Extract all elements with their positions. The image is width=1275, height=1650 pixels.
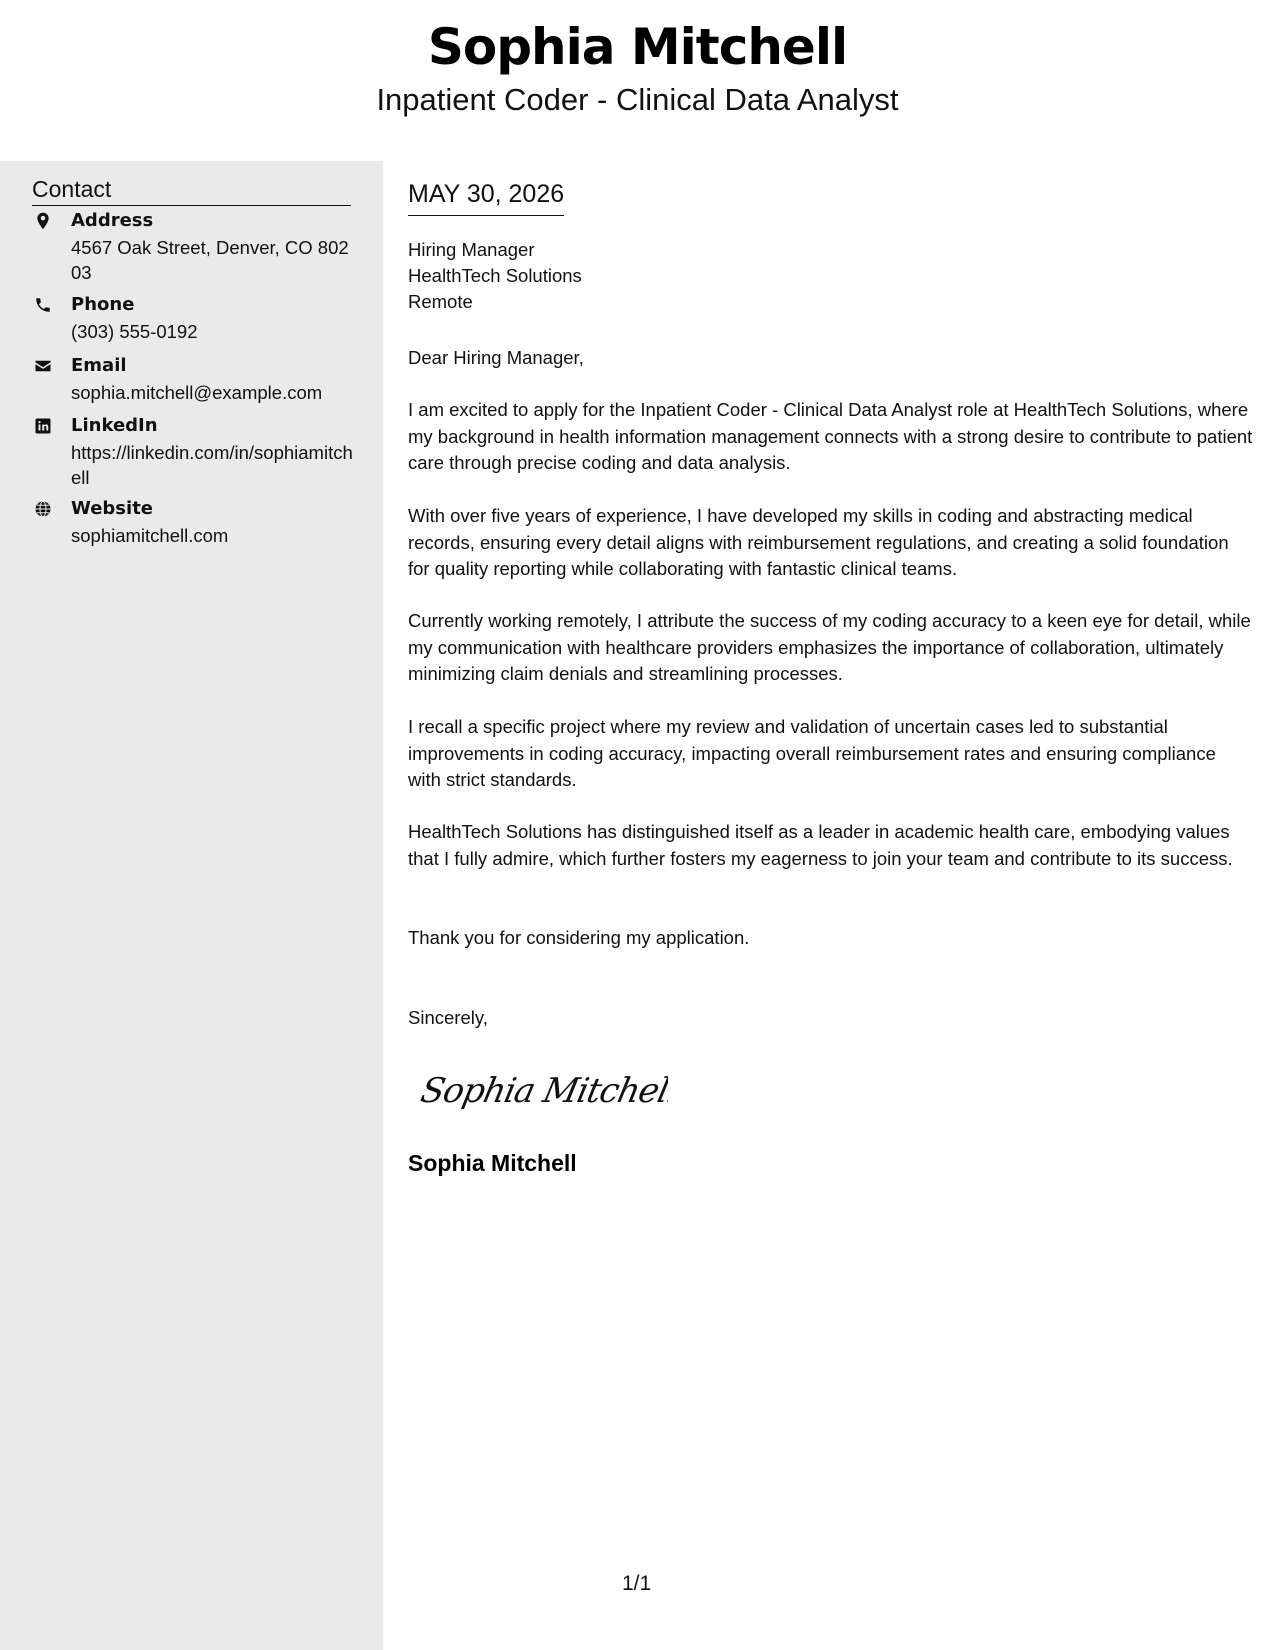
signer-name: Sophia Mitchell xyxy=(408,1150,577,1176)
contact-website xyxy=(32,498,352,548)
contact-label-address: Address xyxy=(71,210,154,231)
map-pin-icon xyxy=(34,212,52,230)
contact-linkedin xyxy=(32,415,353,488)
recipient-location: Remote xyxy=(408,291,473,312)
page-number: 1/1 xyxy=(622,1572,652,1595)
signature-text: Sophia Mitchell xyxy=(418,1071,668,1111)
contact-value-linkedin[interactable]: https://linkedin.com/in/sophiamitchell xyxy=(71,442,353,488)
job-title: Inpatient Coder - Clinical Data Analyst xyxy=(376,82,899,117)
phone-icon xyxy=(34,296,52,314)
contact-heading: Contact xyxy=(32,176,351,206)
contact-label-linkedin: LinkedIn xyxy=(71,415,158,436)
body-paragraph: With over five years of experience, I have developed my skills in coding and abstracting medical records, ensuring every detail aligns with reimbursement regulations, and creating a solid foundation for quality reporting while collaborating with fantastic clinical teams. xyxy=(408,505,1229,579)
body-paragraph: I am excited to apply for the Inpatient Coder - Clinical Data Analyst role at HealthTech Solutions, where my background in health information management connects with a strong desire to contribute to patient care through precise coding and data analysis. xyxy=(408,399,1253,473)
contact-value-website[interactable]: sophiamitchell.com xyxy=(71,525,229,546)
contact-label-website: Website xyxy=(71,498,154,519)
recipient-block xyxy=(408,237,582,315)
recipient-company: HealthTech Solutions xyxy=(408,265,582,286)
contact-address xyxy=(32,210,352,283)
body-paragraph: HealthTech Solutions has distinguished itself as a leader in academic health care, embodying values that I fully admire, which further fosters my eagerness to join your team and contribute to its success. xyxy=(408,821,1233,869)
envelope-icon xyxy=(34,357,52,375)
body-paragraph: Thank you for considering my application. xyxy=(408,927,750,948)
letter-date: MAY 30, 2026 xyxy=(408,180,564,216)
body-paragraph: I recall a specific project where my review and validation of uncertain cases led to substantial improvements in coding accuracy, impacting overall reimbursement rates and ensuring compliance with strict standards. xyxy=(408,716,1216,790)
contact-label-email: Email xyxy=(71,355,127,376)
body-paragraph: Currently working remotely, I attribute the success of my coding accuracy to a keen eye for detail, while my communication with healthcare providers emphasizes the importance of collaboration, ultimately minimizing claim denials and streamlining processes. xyxy=(408,610,1251,684)
linkedin-icon xyxy=(34,417,52,435)
contact-label-phone: Phone xyxy=(71,294,135,315)
recipient-name: Hiring Manager xyxy=(408,239,535,260)
globe-icon xyxy=(34,500,52,518)
applicant-name: Sophia Mitchell xyxy=(427,18,848,76)
salutation: Dear Hiring Manager, xyxy=(408,347,584,368)
contact-value-phone: (303) 555-0192 xyxy=(71,321,198,342)
closing: Sincerely, xyxy=(408,1007,488,1028)
contact-value-email[interactable]: sophia.mitchell@example.com xyxy=(71,382,323,403)
contact-phone xyxy=(32,294,352,344)
contact-email xyxy=(32,355,352,405)
handwritten-signature xyxy=(418,1060,668,1121)
resume-header xyxy=(0,0,1275,160)
contact-value-address: 4567 Oak Street, Denver, CO 80203 xyxy=(71,237,349,283)
